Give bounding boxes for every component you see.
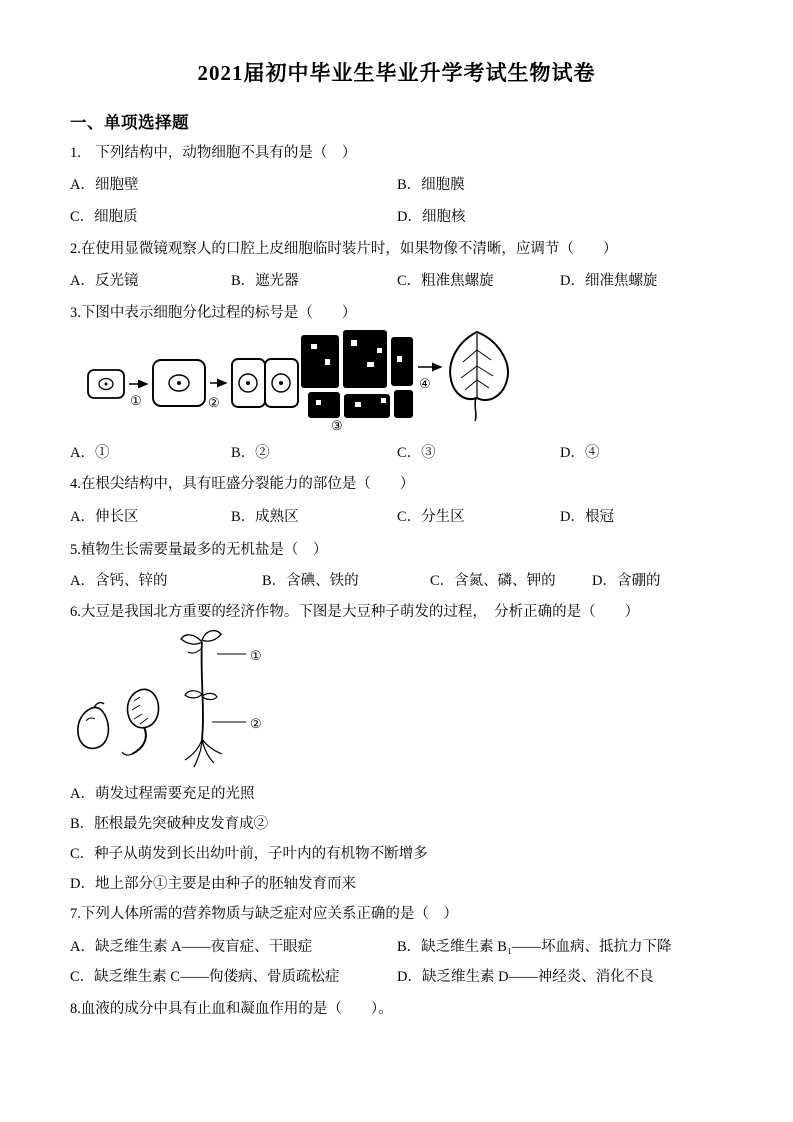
figure-label-4: ④ (419, 376, 431, 391)
question-6-text: 6.大豆是我国北方重要的经济作物。下图是大豆种子萌发的过程， 分析正确的是（ ） (70, 604, 640, 620)
question-2-option-a: A．反光镜 (70, 273, 139, 289)
question-2-option-b: B．遮光器 (231, 273, 299, 289)
question-5-options-row (70, 572, 723, 591)
question-2 (70, 240, 723, 291)
question-5-option-a: A．含钙、锌的 (70, 573, 168, 589)
question-5-option-d: D．含硼的 (592, 573, 661, 589)
question-3-options-row (70, 444, 723, 463)
question-1-option-a: A．细胞壁 (70, 177, 139, 193)
question-4-options-row (70, 508, 723, 527)
leaf-icon (450, 332, 508, 421)
question-5-option-b: B．含碘、铁的 (262, 573, 359, 589)
question-1-option-b: B．细胞膜 (397, 177, 465, 193)
figure-label-root: ② (250, 716, 262, 731)
question-4-option-b: B．成熟区 (231, 509, 299, 525)
cell-stage-1-icon (88, 370, 124, 398)
question-7-options-row-2 (70, 968, 723, 987)
cell-differentiation-diagram (85, 328, 515, 432)
question-5-option-c: C．含氮、磷、钾的 (430, 573, 556, 589)
question-8 (70, 1000, 723, 1019)
question-3-option-d: D．④ (560, 445, 600, 461)
seed-germination-diagram (74, 626, 284, 774)
figure-label-1: ① (130, 393, 142, 408)
dry-seed-icon (78, 703, 109, 749)
question-4 (70, 475, 723, 527)
question-6-option-a: A．萌发过程需要充足的光照 (70, 786, 255, 802)
question-3-option-b: B．② (231, 445, 270, 461)
question-3-text: 3.下图中表示细胞分化过程的标号是（ ） (70, 305, 357, 321)
page-title: 2021届初中毕业生毕业升学考试生物试卷 (197, 61, 596, 85)
question-6-option-d: D．地上部分①主要是由种子的胚轴发育而来 (70, 876, 356, 892)
figure-label-3: ③ (331, 418, 343, 432)
question-3-option-a: A．① (70, 445, 110, 461)
question-6-figure (74, 626, 723, 779)
question-1-text: 1. 下列结构中，动物细胞不具有的是（ ） (70, 145, 357, 161)
cell-stage-3-icon (232, 359, 298, 407)
question-2-options-row (70, 272, 723, 291)
question-1-options-row-2 (70, 208, 723, 227)
cell-stage-2-icon (153, 360, 205, 406)
section-heading: 一、单项选择题 (70, 113, 189, 132)
question-7-option-c: C．缺乏维生素 C——佝偻病、骨质疏松症 (70, 969, 340, 985)
question-1 (70, 144, 723, 227)
question-6 (70, 603, 723, 894)
question-3 (70, 304, 723, 463)
question-1-option-d: D．细胞核 (397, 209, 466, 225)
question-7-option-d: D．缺乏维生素 D——神经炎、消化不良 (397, 969, 654, 985)
question-1-options-row-1 (70, 176, 723, 195)
question-7-text: 7.下列人体所需的营养物质与缺乏症对应关系正确的是（ ） (70, 906, 458, 922)
figure-label-2: ② (208, 395, 220, 410)
question-1-option-c: C．细胞质 (70, 209, 138, 225)
question-4-text: 4.在根尖结构中，具有旺盛分裂能力的部位是（ ） (70, 476, 415, 492)
question-8-text: 8.血液的成分中具有止血和凝血作用的是（ ）。 (70, 1001, 393, 1017)
question-4-option-d: D．根冠 (560, 509, 614, 525)
question-2-option-c: C．粗准焦螺旋 (397, 273, 494, 289)
question-2-option-d: D．细准焦螺旋 (560, 273, 658, 289)
question-7-option-a: A．缺乏维生素 A——夜盲症、干眼症 (70, 939, 313, 955)
question-4-option-a: A．伸长区 (70, 509, 139, 525)
question-3-option-c: C．③ (397, 445, 436, 461)
question-2-text: 2.在使用显微镜观察人的口腔上皮细胞临时装片时，如果物像不清晰，应调节（ ） (70, 241, 618, 257)
question-5-text: 5.植物生长需要量最多的无机盐是（ ） (70, 542, 328, 558)
question-6-option-c: C．种子从萌发到长出幼叶前，子叶内的有机物不断增多 (70, 846, 428, 862)
germinating-seed-icon (122, 689, 159, 755)
question-3-figure (85, 328, 723, 437)
question-7-options-row-1 (70, 938, 723, 957)
seedling-icon (181, 631, 222, 767)
question-4-option-c: C．分生区 (397, 509, 465, 525)
question-6-option-b: B．胚根最先突破种皮发育成② (70, 816, 269, 832)
question-7-option-b: B．缺乏维生素 B₁——坏血病、抵抗力下降 (397, 939, 672, 955)
question-5 (70, 541, 723, 591)
question-7 (70, 905, 723, 987)
figure-label-shoot: ① (250, 648, 262, 663)
